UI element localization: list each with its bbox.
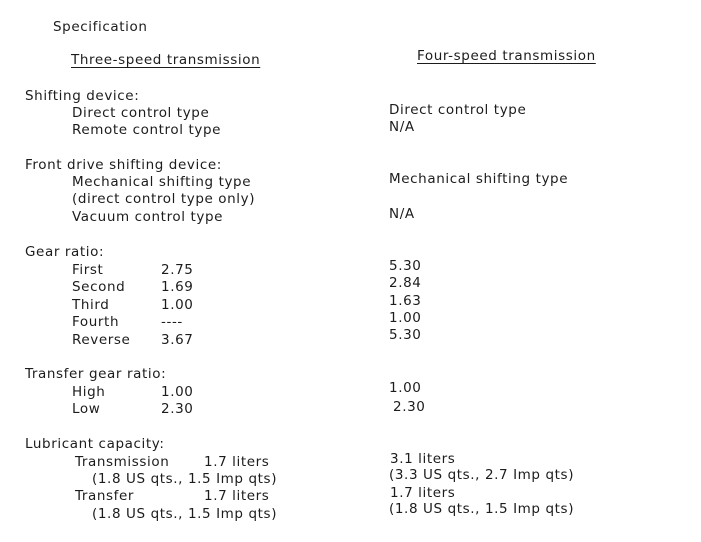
- transfer-ratio-heading: Transfer gear ratio:: [25, 366, 167, 382]
- front-drive-left-vacuum: Vacuum control type: [72, 209, 224, 225]
- lubricant-transmission-left: 1.7 liters: [204, 454, 270, 470]
- gear-ratio-label: First: [72, 262, 104, 278]
- front-drive-left-note: (direct control type only): [72, 191, 256, 207]
- gear-ratio-heading: Gear ratio:: [25, 244, 105, 260]
- front-drive-right-na: N/A: [389, 206, 415, 222]
- gear-ratio-four: 1.00: [389, 310, 422, 326]
- lubricant-transfer-left: 1.7 liters: [204, 488, 270, 504]
- transfer-ratio-label: High: [72, 384, 106, 400]
- transfer-ratio-label: Low: [72, 401, 101, 417]
- four-speed-header: Four-speed transmission: [417, 48, 596, 64]
- page-title: Specification: [53, 19, 148, 35]
- shifting-right-direct: Direct control type: [389, 102, 527, 118]
- transfer-ratio-four: 2.30: [393, 399, 426, 415]
- gear-ratio-three: 1.69: [161, 279, 194, 295]
- front-drive-right-mechanical: Mechanical shifting type: [389, 171, 569, 187]
- gear-ratio-label: Third: [72, 297, 110, 313]
- front-drive-heading: Front drive shifting device:: [25, 157, 222, 173]
- gear-ratio-label: Reverse: [72, 332, 131, 348]
- lubricant-transfer-right-sub: (1.8 US qts., 1.5 Imp qts): [389, 501, 575, 517]
- gear-ratio-three: 2.75: [161, 262, 194, 278]
- transfer-ratio-four: 1.00: [389, 380, 422, 396]
- front-drive-left-mechanical: Mechanical shifting type: [72, 174, 252, 190]
- transfer-ratio-three: 1.00: [161, 384, 194, 400]
- shifting-right-na: N/A: [389, 119, 415, 135]
- gear-ratio-three: ----: [161, 314, 183, 330]
- transfer-ratio-three: 2.30: [161, 401, 194, 417]
- gear-ratio-label: Second: [72, 279, 126, 295]
- lubricant-transmission-right: 3.1 liters: [390, 451, 456, 467]
- three-speed-header: Three-speed transmission: [71, 52, 261, 68]
- gear-ratio-four: 1.63: [389, 293, 422, 309]
- lubricant-transfer-label: Transfer: [75, 488, 135, 504]
- gear-ratio-four: 2.84: [389, 275, 422, 291]
- gear-ratio-label: Fourth: [72, 314, 120, 330]
- lubricant-heading: Lubricant capacity:: [25, 436, 165, 452]
- shifting-left-direct: Direct control type: [72, 105, 210, 121]
- lubricant-transmission-label: Transmission: [75, 454, 170, 470]
- gear-ratio-four: 5.30: [389, 327, 422, 343]
- lubricant-transfer-right: 1.7 liters: [390, 485, 456, 501]
- shifting-left-remote: Remote control type: [72, 122, 222, 138]
- gear-ratio-three: 3.67: [161, 332, 194, 348]
- gear-ratio-three: 1.00: [161, 297, 194, 313]
- lubricant-transmission-left-sub: (1.8 US qts., 1.5 Imp qts): [92, 471, 278, 487]
- gear-ratio-four: 5.30: [389, 258, 422, 274]
- shifting-device-heading: Shifting device:: [25, 88, 140, 104]
- lubricant-transmission-right-sub: (3.3 US qts., 2.7 Imp qts): [389, 467, 575, 483]
- lubricant-transfer-left-sub: (1.8 US qts., 1.5 Imp qts): [92, 506, 278, 522]
